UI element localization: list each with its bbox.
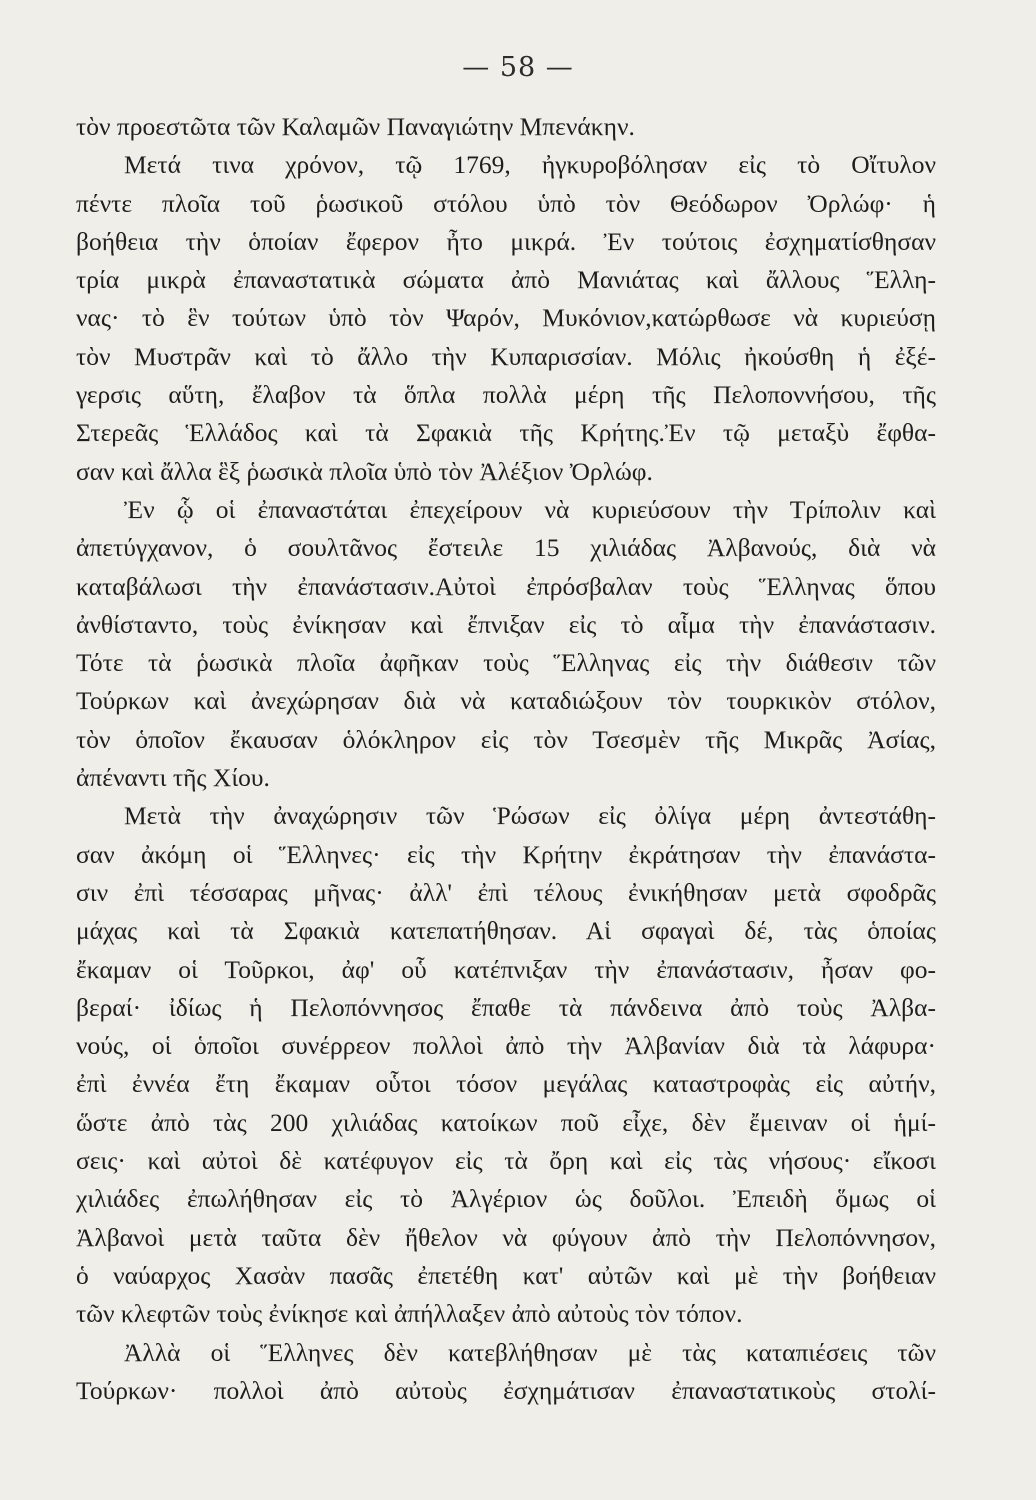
text-line: χιλιάδες ἐπωλήθησαν εἰς τὸ Ἀλγέριον ὡς δοῦλοι. Ἐπειδὴ ὅμως οἱ	[76, 1184, 936, 1214]
text-line: ἀνθίσταντο, τοὺς ἐνίκησαν καὶ ἔπνιξαν εἰς τὸ αἷμα τὴν ἐπανάστασιν.	[76, 609, 936, 639]
text-line: ἀπετύγχανον, ὁ σουλτᾶνος ἔστειλε 15 χιλιάδας Ἀλβανούς, διὰ νὰ	[76, 533, 936, 563]
text-line: ἀπέναντι τῆς Χίου.	[76, 763, 270, 793]
text-line: ὁ ναύαρχος Χασὰν πασᾶς ἐπετέθη κατ' αὐτῶν καὶ μὲ τὴν βοήθειαν	[76, 1260, 936, 1290]
text-line: ἐπὶ ἐννέα ἔτη ἔκαμαν οὗτοι τόσον μεγάλας καταστροφὰς εἰς αὐτήν,	[76, 1069, 936, 1099]
paragraph-start-line: Ἀλλὰ οἱ Ἕλληνες δὲν κατεβλήθησαν μὲ τὰς καταπιέσεις τῶν	[124, 1337, 936, 1367]
text-line: τὸν ὁποῖον ἔκαυσαν ὁλόκληρον εἰς τὸν Τσεσμὲν τῆς Μικρᾶς Ἀσίας,	[76, 724, 936, 754]
text-line: τρία μικρὰ ἐπαναστατικὰ σώματα ἀπὸ Μανιάτας καὶ ἄλλους Ἕλλη-	[76, 265, 936, 295]
text-line: ὥστε ἀπὸ τὰς 200 χιλιάδας κατοίκων ποῦ εἶχε, δὲν ἔμειναν οἱ ἡμί-	[76, 1107, 936, 1137]
text-line: βοήθεια τὴν ὁποίαν ἔφερον ἦτο μικρά. Ἐν τούτοις ἐσχηματίσθησαν	[76, 226, 936, 256]
text-line: μάχας καὶ τὰ Σφακιὰ κατεπατήθησαν. Αἱ σφαγαὶ δέ, τὰς ὁποίας	[76, 916, 936, 946]
text-line: βεραί· ἰδίως ἡ Πελοπόννησος ἔπαθε τὰ πάνδεινα ἀπὸ τοὺς Ἀλβα-	[76, 992, 936, 1022]
page-number: — 58 —	[462, 52, 574, 83]
text-line: σιν ἐπὶ τέσσαρας μῆνας· ἀλλ' ἐπὶ τέλους ἐνικήθησαν μετὰ σφοδρᾶς	[76, 877, 936, 907]
text-line: Τούρκων καὶ ἀνεχώρησαν διὰ νὰ καταδιώξουν τὸν τουρκικὸν στόλον,	[76, 686, 936, 716]
text-line: σαν καὶ ἄλλα ἓξ ῥωσικὰ πλοῖα ὑπὸ τὸν Ἀλέξιον Ὀρλώφ.	[76, 456, 653, 486]
text-line: Στερεᾶς Ἑλλάδος καὶ τὰ Σφακιὰ τῆς Κρήτης.Ἐν τῷ μεταξὺ ἔφθα-	[76, 418, 936, 448]
text-line: Ἀλβανοὶ μετὰ ταῦτα δὲν ἤθελον νὰ φύγουν ἀπὸ τὴν Πελοπόννησον,	[76, 1222, 936, 1252]
paragraph-start-line: Μετά τινα χρόνον, τῷ 1769, ἠγκυροβόλησαν εἰς τὸ Οἴτυλον	[124, 150, 936, 180]
text-line: καταβάλωσι τὴν ἐπανάστασιν.Αὐτοὶ ἐπρόσβαλαν τοὺς Ἕλληνας ὅπου	[76, 571, 936, 601]
body-text	[76, 108, 936, 1410]
text-line: πέντε πλοῖα τοῦ ῥωσικοῦ στόλου ὑπὸ τὸν Θεόδωρον Ὀρλώφ· ἡ	[76, 188, 936, 218]
text-line: τὸν προεστῶτα τῶν Καλαμῶν Παναγιώτην Μπενάκην.	[76, 112, 635, 141]
text-line: τῶν κλεφτῶν τοὺς ἐνίκησε καὶ ἀπήλλαξεν ἀπὸ αὐτοὺς τὸν τόπον.	[76, 1299, 743, 1329]
text-line: τὸν Μυστρᾶν καὶ τὸ ἄλλο τὴν Κυπαρισσίαν. Μόλις ἠκούσθη ἡ ἐξέ-	[76, 341, 936, 371]
text-line: γερσις αὕτη, ἔλαβον τὰ ὅπλα πολλὰ μέρη τῆς Πελοποννήσου, τῆς	[76, 380, 936, 410]
paragraph-start-line: Μετὰ τὴν ἀναχώρησιν τῶν Ῥώσων εἰς ὀλίγα μέρη ἀντεστάθη-	[124, 801, 936, 831]
text-line: σεις· καὶ αὐτοὶ δὲ κατέφυγον εἰς τὰ ὄρη καὶ εἰς τὰς νήσους· εἴκοσι	[76, 1146, 936, 1176]
text-line: νούς, οἱ ὁποῖοι συνέρρεον πολλοὶ ἀπὸ τὴν Ἀλβανίαν διὰ τὰ λάφυρα·	[76, 1031, 936, 1061]
text-line: Τούρκων· πολλοὶ ἀπὸ αὐτοὺς ἐσχημάτισαν ἐπαναστατικοὺς στολί-	[76, 1375, 936, 1405]
text-line: νας· τὸ ἓν τούτων ὑπὸ τὸν Ψαρόν, Μυκόνιον,κατώρθωσε νὰ κυριεύσῃ	[76, 303, 936, 333]
text-line: Τότε τὰ ῥωσικὰ πλοῖα ἀφῆκαν τοὺς Ἕλληνας εἰς τὴν διάθεσιν τῶν	[76, 648, 936, 678]
text-line: σαν ἀκόμη οἱ Ἕλληνες· εἰς τὴν Κρήτην ἐκράτησαν τὴν ἐπανάστα-	[76, 839, 936, 869]
text-line: ἔκαμαν οἱ Τοῦρκοι, ἀφ' οὗ κατέπνιξαν τὴν ἐπανάστασιν, ἦσαν φο-	[76, 954, 936, 984]
paragraph-start-line: Ἐν ᾧ οἱ ἐπαναστάται ἐπεχείρουν νὰ κυριεύσουν τὴν Τρίπολιν καὶ	[124, 494, 936, 524]
